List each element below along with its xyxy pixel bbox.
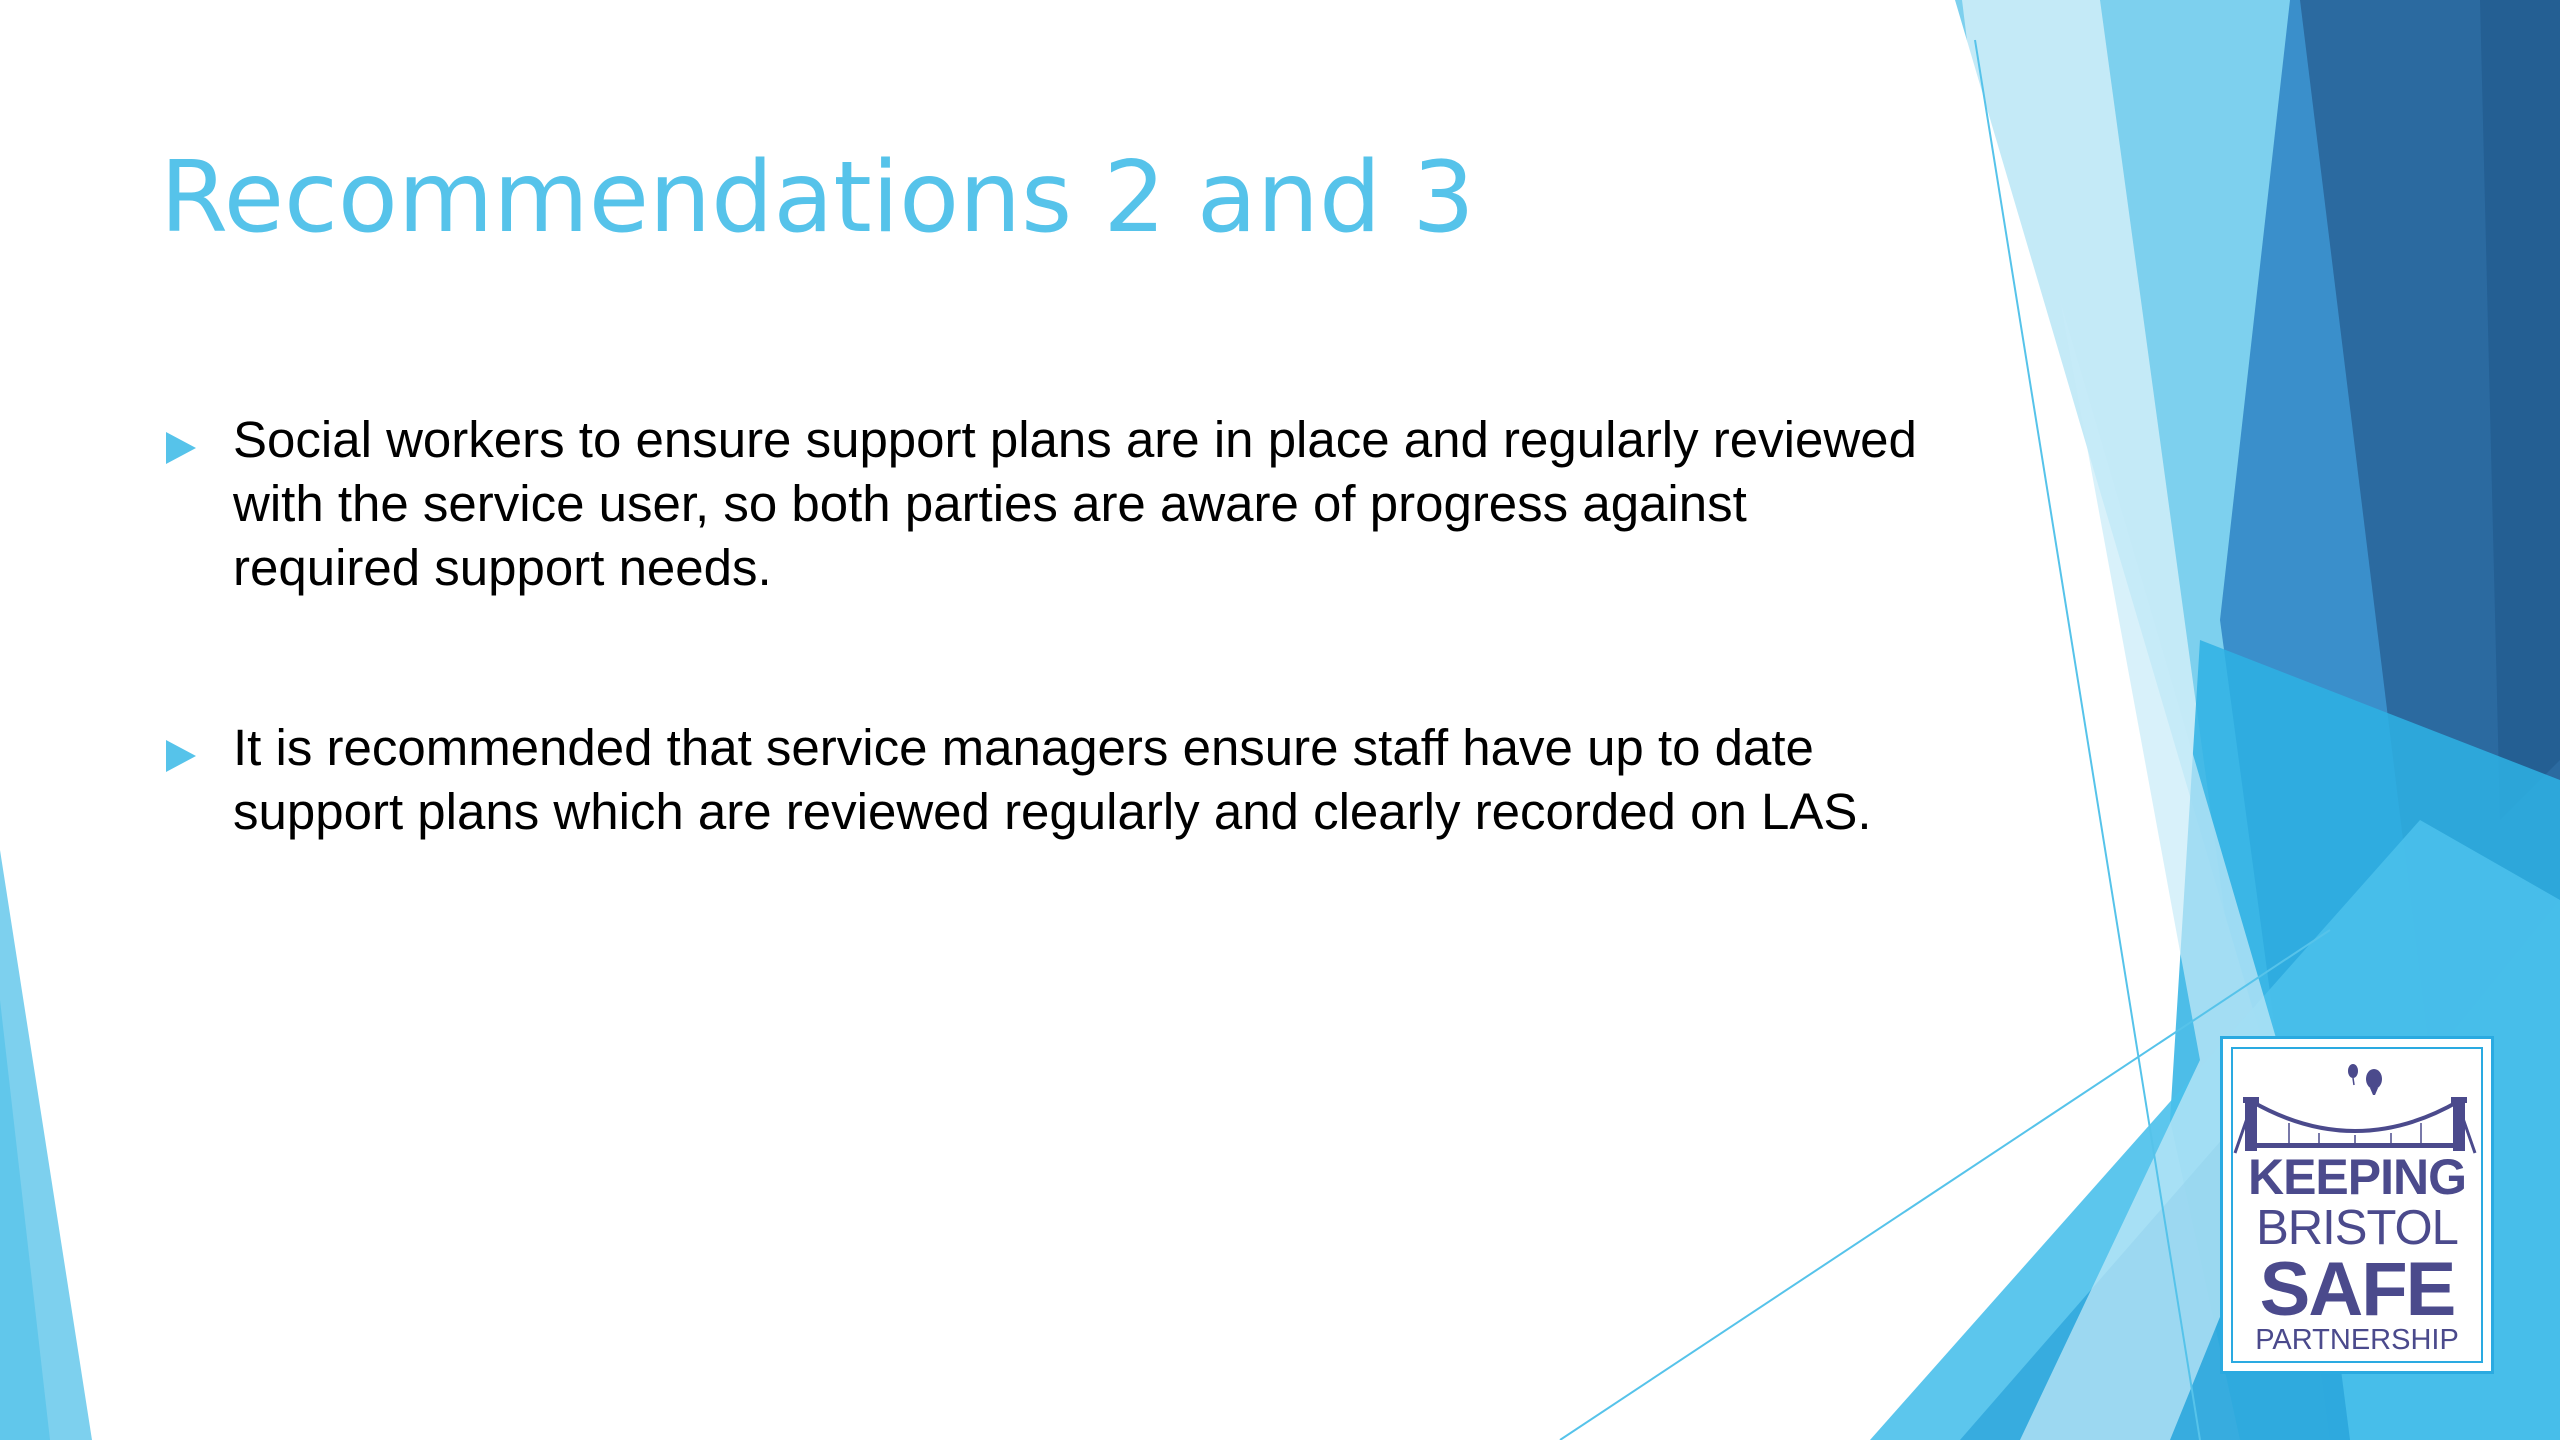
suspension-bridge-with-balloons-icon: [2229, 1057, 2481, 1157]
slide-title: Recommendations 2 and 3: [160, 141, 1475, 255]
triangle-right-icon: [166, 432, 196, 464]
keeping-bristol-safe-logo: [2220, 1036, 2494, 1374]
logo-text-partnership: PARTNERSHIP: [2255, 1324, 2459, 1356]
bullet-text: Social workers to ensure support plans are in place and regularly reviewed with the service user, so both parties are aware of progress against required support needs.: [233, 411, 1917, 596]
bullet-item: [160, 408, 1920, 600]
bullet-list: [160, 408, 1920, 960]
logo-text-keeping: KEEPING: [2247, 1149, 2467, 1205]
bullet-item: [160, 716, 1920, 844]
triangle-right-icon: [166, 740, 196, 772]
bullet-text: It is recommended that service managers ensure staff have up to date support plans which are reviewed regularly and clearly recorded on LAS.: [233, 719, 1872, 840]
logo-text-safe: SAFE: [2259, 1247, 2455, 1332]
logo-text-bristol: BRISTOL: [2256, 1201, 2458, 1255]
